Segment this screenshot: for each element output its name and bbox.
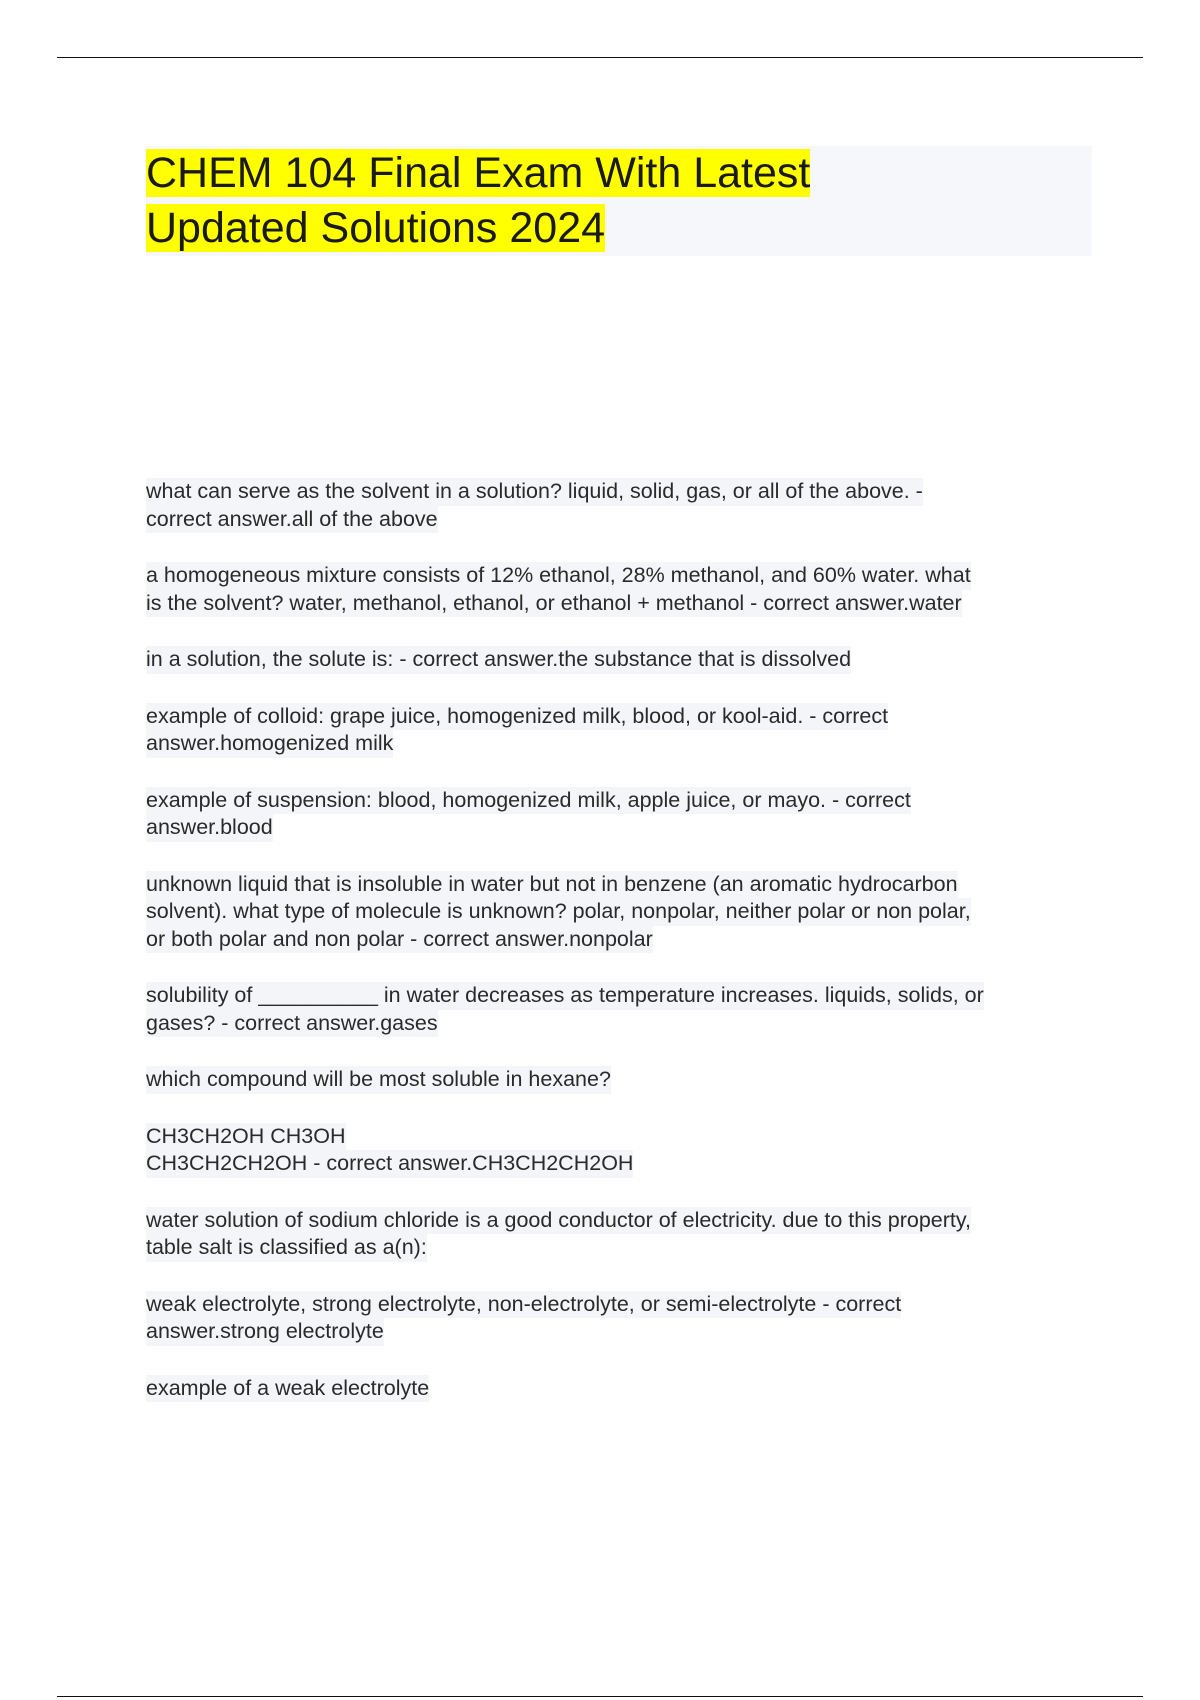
paragraph-line: answer.strong electrolyte <box>146 1318 384 1346</box>
paragraph-line: CH3CH2CH2OH - correct answer.CH3CH2CH2OH <box>146 1150 633 1178</box>
qa-paragraph <box>146 1291 1086 1346</box>
qa-paragraph <box>146 787 1086 842</box>
title-line: Updated Solutions 2024 <box>146 204 606 252</box>
document-title <box>146 146 1092 256</box>
paragraph-line: example of a weak electrolyte <box>146 1375 429 1403</box>
paragraph-line: table salt is classified as a(n): <box>146 1234 427 1262</box>
paragraph-line: what can serve as the solvent in a solution? liquid, solid, gas, or all of the above. - <box>146 478 923 506</box>
paragraph-line: answer.homogenized milk <box>146 730 393 758</box>
paragraph-line: correct answer.all of the above <box>146 506 438 534</box>
paragraph-line: which compound will be most soluble in hexane? <box>146 1066 611 1094</box>
paragraph-line: or both polar and non polar - correct answer.nonpolar <box>146 926 653 954</box>
paragraph-line: in a solution, the solute is: - correct answer.the substance that is dissolved <box>146 646 851 674</box>
qa-list <box>146 478 1086 1402</box>
paragraph-line: gases? - correct answer.gases <box>146 1010 438 1038</box>
qa-paragraph <box>146 478 1086 533</box>
paragraph-line: solubility of __________ in water decreases as temperature increases. liquids, solids, or <box>146 982 984 1010</box>
paragraph-line: example of suspension: blood, homogenized milk, apple juice, or mayo. - correct <box>146 787 911 815</box>
paragraph-line: a homogeneous mixture consists of 12% ethanol, 28% methanol, and 60% water. what <box>146 562 971 590</box>
top-rule <box>57 57 1143 58</box>
qa-paragraph <box>146 1375 1086 1403</box>
paragraph-line: is the solvent? water, methanol, ethanol, or ethanol + methanol - correct answer.water <box>146 590 962 618</box>
qa-paragraph <box>146 1207 1086 1262</box>
qa-paragraph <box>146 982 1086 1037</box>
paragraph-line: example of colloid: grape juice, homogenized milk, blood, or kool-aid. - correct <box>146 703 888 731</box>
paragraph-line: water solution of sodium chloride is a good conductor of electricity. due to this property, <box>146 1207 971 1235</box>
title-line: CHEM 104 Final Exam With Latest <box>146 149 811 197</box>
qa-paragraph <box>146 1066 1086 1094</box>
qa-paragraph <box>146 562 1086 617</box>
paragraph-line: solvent). what type of molecule is unknown? polar, nonpolar, neither polar or non polar, <box>146 898 971 926</box>
bottom-rule <box>57 1696 1143 1697</box>
paragraph-line: weak electrolyte, strong electrolyte, non-electrolyte, or semi-electrolyte - correct <box>146 1291 901 1319</box>
qa-paragraph <box>146 646 1086 674</box>
qa-paragraph <box>146 871 1086 954</box>
paragraph-line: answer.blood <box>146 814 273 842</box>
paragraph-line: CH3CH2OH CH3OH <box>146 1123 346 1151</box>
qa-paragraph <box>146 703 1086 758</box>
paragraph-line: unknown liquid that is insoluble in water but not in benzene (an aromatic hydrocarbon <box>146 871 958 899</box>
title-block <box>146 146 1092 256</box>
qa-paragraph <box>146 1123 1086 1178</box>
